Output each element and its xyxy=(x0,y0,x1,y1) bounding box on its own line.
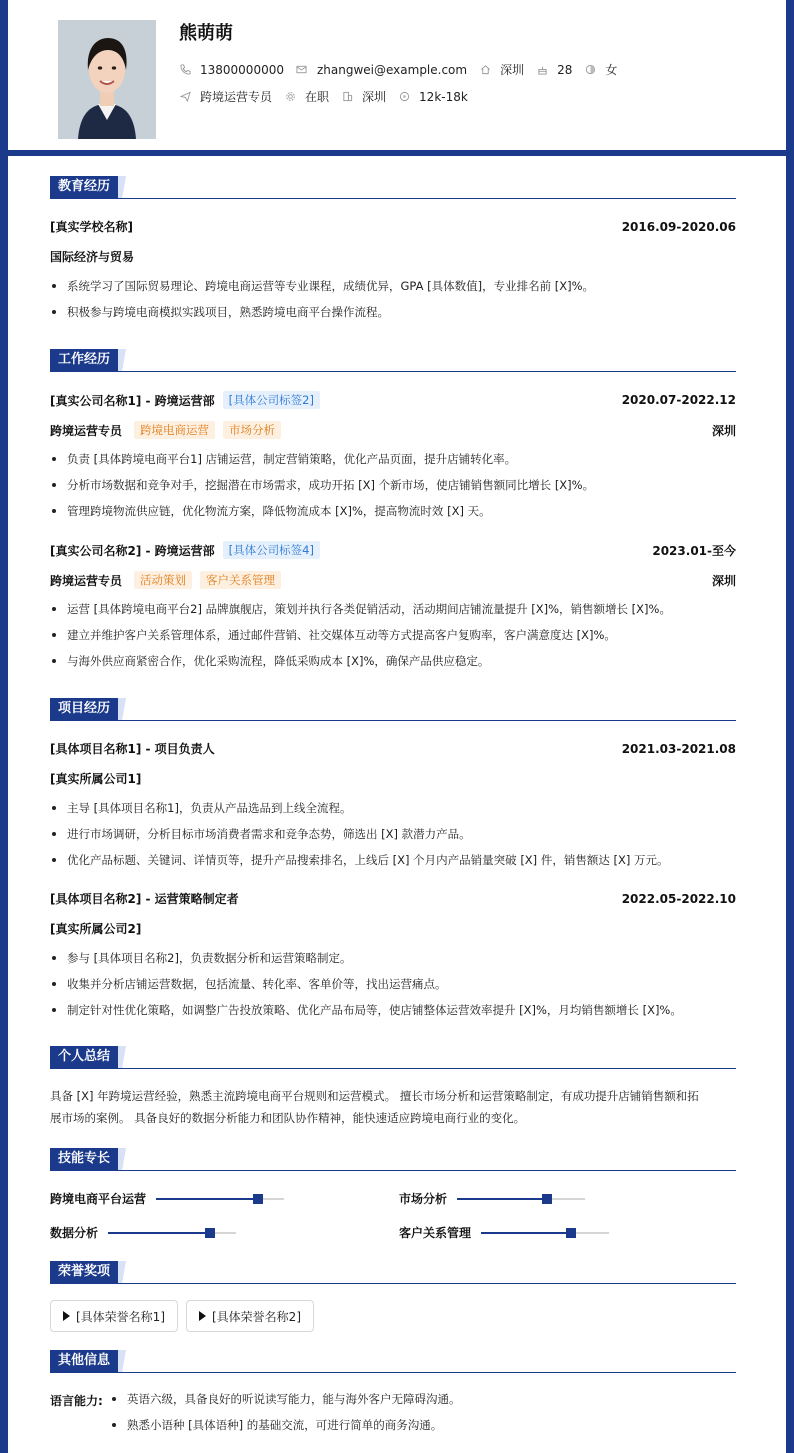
language-bullets xyxy=(110,1392,736,1444)
target-city: 深圳 xyxy=(362,90,387,104)
phone-number: 13800000000 xyxy=(200,62,284,77)
list-item: 运营 [具体跨境电商平台2] 品牌旗舰店，策划并执行各类促销活动，活动期间店铺流量提升 [X]%，销售额增长 [X]%。 xyxy=(50,602,736,628)
education-bullets xyxy=(50,279,736,331)
skill-name: 数据分析 xyxy=(50,1226,99,1240)
summary-section xyxy=(50,1046,736,1125)
education-section xyxy=(50,176,736,319)
projects-section xyxy=(50,698,736,1017)
job-period: 2020.07-2022.12 xyxy=(621,393,736,407)
project-2-header xyxy=(50,890,736,907)
skill-tag: 市场分析 xyxy=(223,421,281,439)
skill-name: 跨境电商平台运营 xyxy=(50,1192,147,1206)
email-item xyxy=(296,63,467,77)
list-item: 收集并分析店铺运营数据，包括流量、转化率、客单价等，找出运营痛点。 xyxy=(50,977,736,1003)
play-icon xyxy=(199,1311,206,1321)
list-item: 与海外供应商紧密合作，优化采购流程，降低采购成本 [X]%，确保产品供应稳定。 xyxy=(50,654,736,680)
job-1-bullets xyxy=(50,452,736,530)
honor-label: [具体荣誉名称2] xyxy=(212,1309,301,1324)
project-period: 2021.03-2021.08 xyxy=(621,741,736,756)
summary-line: 展市场的案例。 具备良好的数据分析能力和团队协作精神，能快速适应跨境电商行业的变化。 xyxy=(50,1111,526,1125)
school-name: [真实学校名称] xyxy=(50,220,133,234)
role: 跨境运营专员 xyxy=(50,573,123,588)
status-item xyxy=(284,88,329,105)
salary-item xyxy=(398,90,468,104)
list-item: 参与 [具体项目名称2]，负责数据分析和运营策略制定。 xyxy=(50,951,736,977)
project-name: [具体项目名称1] - 项目负责人 xyxy=(50,742,215,756)
target-city-item xyxy=(341,88,386,105)
section-header xyxy=(50,698,736,722)
section-title: 工作经历 xyxy=(50,349,118,371)
job-1-header xyxy=(50,391,736,409)
education-period: 2016.09-2020.06 xyxy=(621,219,736,234)
candidate-name: 熊萌萌 xyxy=(179,23,233,44)
header xyxy=(8,0,794,150)
job-location: 深圳 xyxy=(711,423,736,438)
skill-bar xyxy=(481,1232,609,1234)
section-rule xyxy=(50,1372,736,1373)
mail-icon xyxy=(296,64,308,76)
list-item: 制定针对性优化策略，如调整广告投放策略、优化产品布局等，使店铺整体运营效率提升 [X]%，月均销售额增长 [X]%。 xyxy=(50,1003,736,1029)
list-item: 系统学习了国际贸易理论、跨境电商运营等专业课程，成绩优异，GPA [具体数值]，专业排名前 [X]%。 xyxy=(50,279,736,305)
send-icon xyxy=(179,91,191,103)
gender-icon xyxy=(584,64,596,76)
skill-tag: 活动策划 xyxy=(134,571,192,589)
home-icon xyxy=(479,64,491,76)
skill-tag: 跨境电商运营 xyxy=(134,421,215,439)
job-period: 2023.01-至今 xyxy=(652,543,736,558)
company-name: [真实公司名称2] - 跨境运营部 xyxy=(50,543,215,558)
section-header xyxy=(50,1148,736,1172)
age: 28 xyxy=(557,62,573,77)
section-header xyxy=(50,1046,736,1070)
skills-section xyxy=(50,1148,736,1248)
section-rule xyxy=(50,1068,736,1069)
section-header xyxy=(50,349,736,373)
email-address: zhangwei@example.com xyxy=(316,62,468,77)
section-header xyxy=(50,176,736,200)
list-item: 进行市场调研，分析目标市场消费者需求和竞争态势，筛选出 [X] 款潜力产品。 xyxy=(50,827,736,853)
job-title: 跨境运营专员 xyxy=(200,90,273,104)
section-rule xyxy=(50,198,736,199)
list-item: 积极参与跨境电商模拟实践项目，熟悉跨境电商平台操作流程。 xyxy=(50,305,736,331)
list-item: 建立并维护客户关系管理体系，通过邮件营销、社交媒体互动等方式提高客户复购率，客户满意度达 [X]%。 xyxy=(50,628,736,654)
project-company: [真实所属公司2] xyxy=(50,922,142,936)
job-2-bullets xyxy=(50,602,736,680)
cake-icon xyxy=(536,64,548,76)
project-company: [真实所属公司1] xyxy=(50,772,142,786)
right-border xyxy=(786,0,794,1453)
age-item xyxy=(536,63,572,77)
phone-item xyxy=(179,63,284,77)
list-item: 分析市场数据和竞争对手，挖掘潜在市场需求，成功开拓 [X] 个新市场，使店铺销售额同比增长 [X]%。 xyxy=(50,478,736,504)
education-row xyxy=(50,218,736,235)
gender-item xyxy=(584,61,617,78)
summary-line: 具备 [X] 年跨境运营经验，熟悉主流跨境电商平台规则和运营模式。 擅长市场分析和运营策略制定，有成功提升店铺销售额和拓 xyxy=(50,1089,699,1103)
job-2-role xyxy=(50,571,736,589)
skill-item xyxy=(399,1190,585,1207)
skill-bar xyxy=(108,1232,236,1234)
section-header xyxy=(50,1261,736,1285)
section-rule xyxy=(50,1283,736,1284)
company-tag: [具体公司标签2] xyxy=(223,391,320,409)
summary-text xyxy=(50,1085,736,1129)
section-title: 个人总结 xyxy=(50,1046,118,1068)
play-icon xyxy=(63,1311,70,1321)
job-status: 在职 xyxy=(305,90,330,104)
gender: 女 xyxy=(605,63,618,77)
contact-row xyxy=(179,61,629,78)
section-title: 技能专长 xyxy=(50,1148,118,1170)
skill-item xyxy=(399,1224,609,1241)
section-rule xyxy=(50,720,736,721)
phone-icon xyxy=(179,64,191,76)
company-name: [真实公司名称1] - 跨境运营部 xyxy=(50,393,215,408)
gear-icon xyxy=(284,91,296,103)
skill-item xyxy=(50,1224,236,1241)
project-2-bullets xyxy=(50,951,736,1029)
header-divider xyxy=(0,150,794,156)
skill-tag: 客户关系管理 xyxy=(200,571,281,589)
section-title: 教育经历 xyxy=(50,176,118,198)
honor-button[interactable] xyxy=(50,1300,178,1332)
list-item: 管理跨境物流供应链，优化物流方案，降低物流成本 [X]%，提高物流时效 [X] 天。 xyxy=(50,504,736,530)
section-title: 其他信息 xyxy=(50,1350,118,1372)
list-item: 熟悉小语种 [具体语种] 的基础交流，可进行简单的商务沟通。 xyxy=(110,1418,736,1444)
project-1-company xyxy=(50,770,736,787)
section-rule xyxy=(50,371,736,372)
project-name: [具体项目名称2] - 运营策略制定者 xyxy=(50,892,239,906)
city: 深圳 xyxy=(500,63,525,77)
section-rule xyxy=(50,1170,736,1171)
skill-name: 市场分析 xyxy=(399,1192,448,1206)
portrait-image xyxy=(58,20,156,139)
profile-photo xyxy=(58,20,156,139)
job-2-header xyxy=(50,541,736,559)
section-header xyxy=(50,1350,736,1374)
job-1-role xyxy=(50,421,736,439)
skill-name: 客户关系管理 xyxy=(399,1226,472,1240)
project-period: 2022.05-2022.10 xyxy=(621,891,736,906)
language-label: 语言能力: xyxy=(50,1394,103,1408)
section-title: 项目经历 xyxy=(50,698,118,720)
salary: 12k-18k xyxy=(419,89,468,104)
job-item xyxy=(179,88,272,105)
list-item: 主导 [具体项目名称1]，负责从产品选品到上线全流程。 xyxy=(50,801,736,827)
honor-label: [具体荣誉名称1] xyxy=(76,1309,165,1324)
project-1-bullets xyxy=(50,801,736,879)
skill-item xyxy=(50,1190,284,1207)
list-item: 优化产品标题、关键词、详情页等，提升产品搜索排名，上线后 [X] 个月内产品销量突破 [X] 件，销售额达 [X] 万元。 xyxy=(50,853,736,879)
skill-bar xyxy=(457,1198,585,1200)
building-icon xyxy=(341,91,353,103)
job-location: 深圳 xyxy=(711,573,736,588)
major-row xyxy=(50,248,736,265)
work-section xyxy=(50,349,736,668)
job-row xyxy=(179,88,480,105)
role: 跨境运营专员 xyxy=(50,423,123,438)
section-title: 荣誉奖项 xyxy=(50,1261,118,1283)
honor-button[interactable] xyxy=(186,1300,314,1332)
list-item: 英语六级，具备良好的听说读写能力，能与海外客户无障碍沟通。 xyxy=(110,1392,736,1418)
company-tag: [具体公司标签4] xyxy=(223,541,320,559)
major: 国际经济与贸易 xyxy=(50,250,135,264)
coin-icon xyxy=(398,91,410,103)
project-2-company xyxy=(50,920,736,937)
project-1-header xyxy=(50,740,736,757)
city-item xyxy=(479,61,524,78)
list-item: 负责 [具体跨境电商平台1] 店铺运营，制定营销策略，优化产品页面，提升店铺转化率。 xyxy=(50,452,736,478)
skill-bar xyxy=(156,1198,284,1200)
honors-section xyxy=(50,1261,736,1341)
other-section xyxy=(50,1350,736,1450)
